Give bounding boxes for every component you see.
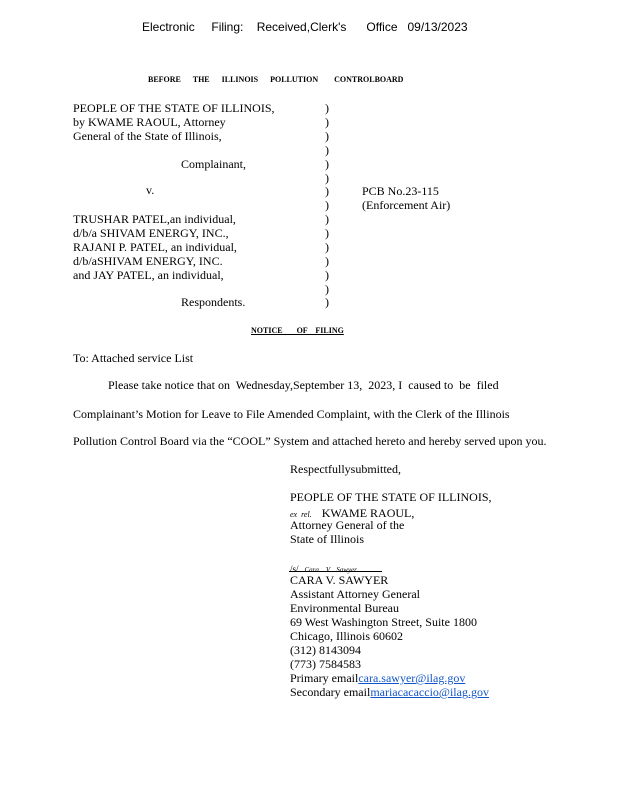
respondent-line: TRUSHAR PATEL,an individual, [73,212,236,226]
complainant-label: Complainant, [181,157,246,171]
address-line: 69 West Washington Street, Suite 1800 [290,615,477,629]
caption-paren: ) [325,198,329,212]
secondary-email-link[interactable]: mariacacaccio@ilag.gov [370,685,489,699]
respondents-label: Respondents. [181,295,246,309]
versus-label: v. [146,183,155,197]
filing-stamp: Electronic Filing: Received,Clerk's Office 09/13/2023 [142,20,468,34]
signer-bureau: Environmental Bureau [290,601,399,615]
caption-paren: ) [325,184,329,198]
signer-name: CARA V. SAWYER [290,573,389,587]
to-line: To: Attached service List [73,351,194,365]
caption-paren: ) [325,268,329,282]
plaintiff-line: General of the State of Illinois, [73,129,222,143]
notice-title: NOTICE OF FILING [251,326,344,335]
caption-paren: ) [325,157,329,171]
signature-line [289,571,382,572]
caption-paren: ) [325,212,329,226]
notice-paragraph-line: Complainant’s Motion for Leave to File Amended Complaint, with the Clerk of the Illinois [73,407,510,421]
board-title: BEFORE THE ILLINOIS POLLUTION CONTROLBOARD [148,75,404,84]
caption-paren: ) [325,240,329,254]
respondent-line: and JAY PATEL, an individual, [73,268,224,282]
caption-paren: ) [325,282,329,296]
caption-paren: ) [325,171,329,185]
case-type: (Enforcement Air) [362,198,451,212]
primary-email-label: Primary email [290,671,359,685]
respondent-line: d/b/a SHIVAM ENERGY, INC., [73,226,229,240]
ag-name: KWAME RAOUL, [321,506,415,520]
address-line: Chicago, Illinois 60602 [290,629,403,643]
caption-paren: ) [325,254,329,268]
caption-paren: ) [325,101,329,115]
case-number: PCB No.23-115 [362,184,439,198]
secondary-email-label: Secondary email [290,685,371,699]
signature-script: Cara V. Sawyer [304,566,357,574]
caption-paren: ) [325,226,329,240]
caption-paren: ) [325,295,329,309]
caption-paren: ) [325,129,329,143]
caption-paren: ) [325,115,329,129]
primary-email-line [290,671,465,686]
plaintiff-line: by KWAME RAOUL, Attorney [73,115,226,129]
phone: (773) 7584583 [290,657,361,671]
signature-org: PEOPLE OF THE STATE OF ILLINOIS, [290,490,492,504]
respondent-line: d/b/aSHIVAM ENERGY, INC. [73,254,223,268]
signature-mark: /s/ [290,564,299,574]
ex-rel: ex rel. [290,510,312,519]
caption-paren: ) [325,143,329,157]
notice-paragraph-line: Please take notice that on Wednesday,September 13, 2023, I caused to be filed [108,378,499,392]
signer-title: Assistant Attorney General [290,587,420,601]
closing: Respectfullysubmitted, [290,462,401,476]
phone: (312) 8143094 [290,643,361,657]
ag-title-line: State of Illinois [290,532,364,546]
ag-title-line: Attorney General of the [290,518,405,532]
notice-paragraph-line: Pollution Control Board via the “COOL” System and attached hereto and hereby served upon you. [73,434,547,448]
primary-email-link[interactable]: cara.sawyer@ilag.gov [358,671,466,685]
respondent-line: RAJANI P. PATEL, an individual, [73,240,237,254]
plaintiff-line: PEOPLE OF THE STATE OF ILLINOIS, [73,101,275,115]
secondary-email-line [290,685,489,700]
